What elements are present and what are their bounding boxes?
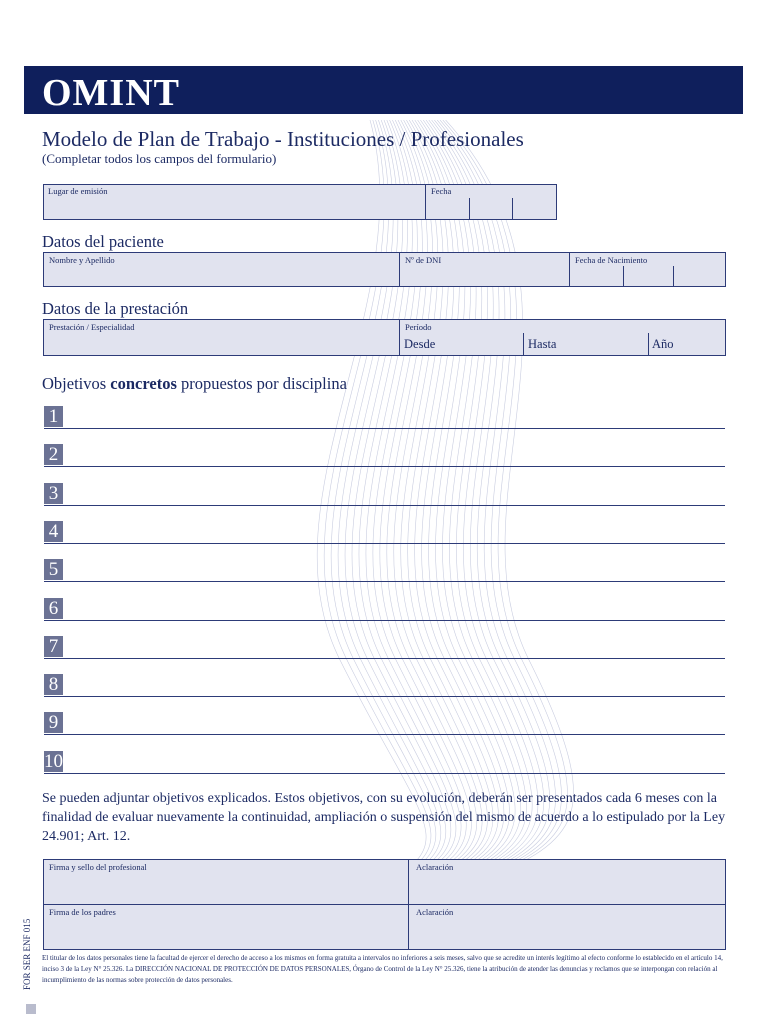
objective-line [44,696,725,697]
patient-birth-label: Fecha de Nacimiento [575,255,648,265]
objective-line [44,581,725,582]
service-section-heading: Datos de la prestación [42,299,189,318]
period-year-label: Año [652,337,674,351]
patient-dni-label: Nº de DNI [405,255,442,265]
objective-line [44,543,725,544]
objective-number: 3 [44,483,63,504]
objective-row[interactable] [44,712,725,735]
divider [623,266,624,287]
objective-row[interactable] [44,559,725,582]
legal-notice: El titular de los datos personales tiene la facultad de ejercer el derecho de acceso a los mismos en forma gratuita a intervalos no inferiores a seis meses, salvo que se acredite un interés legítimo al efecto conforme lo establecido en el artículo 14, inciso 3 de la Ley N° 25.326. La DIRECCIÓN NACIONAL DE PROTECCIÓN DE DATOS PERSONALES, Órgano de Control de la Ley N° 25.326, tiene la atribución de atender las denuncias y reclamos que se interpongan con relación al incumplimiento de las normas sobre protección de datos personales. [42,954,723,984]
objective-line [44,428,725,429]
objective-line [44,658,725,659]
patient-name-label: Nombre y Apellido [49,255,115,265]
clarification2-field[interactable] [409,905,725,949]
objective-row[interactable] [44,674,725,697]
objective-number: 1 [44,406,63,427]
divider [523,333,524,356]
objectives-heading [42,374,347,394]
form-code: FOR SER ENF 015 [22,918,32,990]
objective-number: 7 [44,636,63,657]
objective-row[interactable] [44,521,725,544]
objective-number: 5 [44,559,63,580]
side-strip [26,1004,36,1014]
objective-number: 10 [44,751,63,772]
period-to-label: Hasta [528,337,557,351]
form-subtitle: (Completar todos los campos del formulario) [42,151,277,166]
objective-number: 9 [44,712,63,733]
emission-place-label: Lugar de emisión [48,186,108,196]
divider [469,198,470,220]
objectives-heading-em: concretos [110,374,177,393]
divider [648,333,649,356]
clarification2-label: Aclaración [416,907,454,917]
objectives-heading-post: propuestos por disciplina [176,374,347,393]
objective-line [44,620,725,621]
form-title: Modelo de Plan de Trabajo - Instituciones / Profesionales [42,127,524,151]
professional-signature-label: Firma y sello del profesional [49,862,147,872]
period-from-label: Desde [404,337,436,351]
objective-number: 2 [44,444,63,465]
patient-section-heading: Datos del paciente [42,232,164,251]
objective-row[interactable] [44,444,725,467]
clarification1-field[interactable] [409,860,725,904]
divider [512,198,513,220]
divider [569,252,570,287]
objective-number: 4 [44,521,63,542]
divider [673,266,674,287]
objective-row[interactable] [44,636,725,659]
objective-line [44,466,725,467]
clarification1-label: Aclaración [416,862,454,872]
objectives-note: Se pueden adjuntar objetivos explicados. Estos objetivos, con su evolución, deberán ser presentados cada 6 meses con la finalidad de evaluar nuevamente la continuidad, ampliación o suspensión del mismo de acuerdo a lo estipulado por la Ley 24.901; Art. 12. [42,791,726,844]
emission-place-field[interactable] [43,184,557,220]
objective-line [44,734,725,735]
service-period-label: Período [405,322,432,332]
divider [399,319,400,356]
objective-row[interactable] [44,598,725,621]
objective-number: 6 [44,598,63,619]
service-specialty-label: Prestación / Especialidad [49,322,135,332]
objective-line [44,505,725,506]
objective-number: 8 [44,674,63,695]
objective-row[interactable] [44,483,725,506]
omint-logo: OMINT [42,72,180,114]
emission-date-label: Fecha [431,186,452,196]
objective-row[interactable] [44,406,725,429]
service-fields[interactable] [43,319,726,356]
objectives-heading-pre: Objetivos [42,374,111,393]
parents-signature-label: Firma de los padres [49,907,116,917]
divider [425,184,426,220]
objective-line [44,773,725,774]
objective-row[interactable] [44,751,725,774]
divider [399,252,400,287]
